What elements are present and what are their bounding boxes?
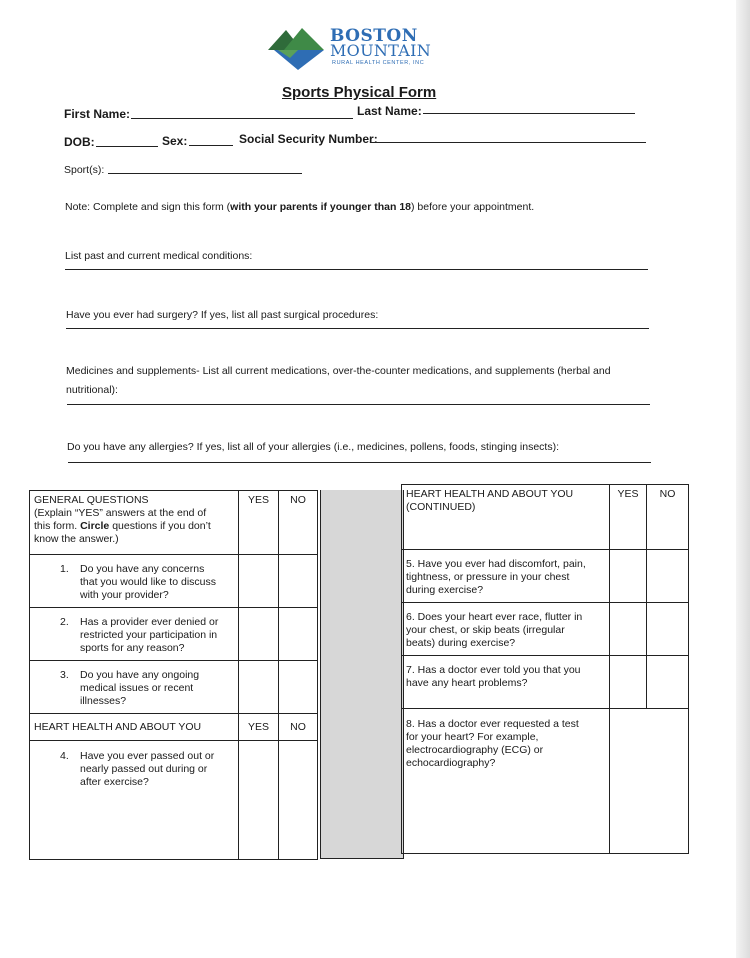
sex-label: Sex:	[162, 134, 188, 148]
ssn-field[interactable]	[370, 142, 646, 143]
surgery-field[interactable]	[66, 328, 649, 329]
q4-no-box[interactable]	[278, 740, 318, 860]
general-header-line-1: GENERAL QUESTIONS	[34, 494, 149, 506]
note-bold: with your parents if younger than 18	[230, 201, 412, 213]
q7-no-box[interactable]	[646, 655, 689, 709]
q5-line: tightness, or pressure in your chest	[406, 571, 570, 583]
q8-line: for your heart? For example,	[406, 731, 539, 743]
q7-line: have any heart problems?	[406, 677, 528, 689]
q2-line: Has a provider ever denied or	[80, 616, 219, 628]
gh3-bold: Circle	[80, 520, 110, 532]
q3-line: Do you have any ongoing	[80, 669, 200, 681]
conditions-field[interactable]	[65, 269, 648, 270]
right-yes-header: YES	[609, 484, 647, 550]
first-name-label: First Name:	[64, 107, 131, 121]
question-text	[80, 616, 230, 655]
q2-no-box[interactable]	[278, 607, 318, 661]
question-text	[80, 669, 230, 708]
general-questions-header	[29, 490, 239, 555]
heart-health-header: HEART HEALTH AND ABOUT YOU	[29, 713, 239, 741]
note-post: ) before your appointment.	[411, 201, 535, 213]
allergies-field[interactable]	[68, 462, 651, 463]
q6-line: your chest, or skip beats (irregular	[406, 624, 565, 636]
q8-answer-box[interactable]	[609, 708, 689, 854]
right-header-line-1: HEART HEALTH AND ABOUT YOU	[406, 488, 574, 500]
gh3-pre: this form.	[34, 520, 81, 532]
q1-yes-box[interactable]	[238, 554, 279, 608]
gh3-post: questions if you don’t	[109, 520, 211, 532]
medicines-prompt-line-1: Medicines and supplements- List all current medications, over-the-counter medications, and supplements (herbal and	[66, 365, 611, 377]
q5-yes-box[interactable]	[609, 549, 647, 603]
question-row-5	[401, 549, 610, 603]
heart-no-header: NO	[278, 713, 318, 741]
heart-continued-header	[401, 484, 610, 550]
q6-no-box[interactable]	[646, 602, 689, 656]
last-name-label: Last Name:	[357, 104, 422, 118]
q1-line: that you would like to discuss	[80, 576, 216, 588]
q1-line: Do you have any concerns	[80, 563, 205, 575]
question-row-8	[401, 708, 610, 854]
q4-line: Have you ever passed out or	[80, 750, 215, 762]
question-number: 2.	[60, 616, 69, 628]
question-row-1	[29, 554, 239, 608]
dob-field[interactable]	[96, 146, 158, 147]
surgery-prompt: Have you ever had surgery? If yes, list all past surgical procedures:	[66, 309, 379, 321]
general-no-header: NO	[278, 490, 318, 555]
general-yes-header: YES	[238, 490, 279, 555]
allergies-prompt: Do you have any allergies? If yes, list all of your allergies (i.e., medicines, pollens, foods, stinging insects):	[67, 441, 559, 453]
questions-table	[29, 482, 689, 860]
q8-line: echocardiography?	[406, 757, 496, 769]
sex-field[interactable]	[189, 145, 233, 146]
question-row-6	[401, 602, 610, 656]
logo-line-3: RURAL HEALTH CENTER, INC	[332, 60, 425, 66]
q8-line: electrocardiography (ECG) or	[406, 744, 544, 756]
q2-line: restricted your participation in	[80, 629, 218, 641]
dob-label: DOB:	[64, 135, 95, 149]
logo-line-2: MOUNTAIN	[330, 41, 432, 60]
first-name-field[interactable]	[131, 118, 353, 119]
q5-line: 5. Have you ever had discomfort, pain,	[406, 558, 586, 570]
question-row-2	[29, 607, 239, 661]
sports-label: Sport(s):	[64, 164, 105, 176]
q1-no-box[interactable]	[278, 554, 318, 608]
q5-no-box[interactable]	[646, 549, 689, 603]
medicines-field[interactable]	[67, 404, 650, 405]
note-pre: Note: Complete and sign this form (	[65, 201, 231, 213]
note-text	[65, 201, 534, 213]
q1-line: with your provider?	[80, 589, 169, 601]
question-row-4	[29, 740, 239, 860]
q7-yes-box[interactable]	[609, 655, 647, 709]
right-header-line-2: (CONTINUED)	[406, 501, 476, 513]
question-number: 3.	[60, 669, 69, 681]
heart-yes-header: YES	[238, 713, 279, 741]
ssn-label: Social Security Number:	[239, 132, 378, 146]
page-edge	[736, 0, 750, 958]
question-row-3	[29, 660, 239, 714]
q4-line: nearly passed out during or	[80, 763, 208, 775]
general-header-line-3	[34, 520, 234, 533]
q3-yes-box[interactable]	[238, 660, 279, 714]
mountain-logo-icon	[268, 26, 328, 72]
q2-yes-box[interactable]	[238, 607, 279, 661]
q4-line: after exercise?	[80, 776, 149, 788]
medicines-prompt-line-2: nutritional):	[66, 384, 118, 396]
last-name-field[interactable]	[423, 113, 635, 114]
q8-line: 8. Has a doctor ever requested a test	[406, 718, 579, 730]
q3-no-box[interactable]	[278, 660, 318, 714]
question-number: 4.	[60, 750, 69, 762]
general-header-line-4: know the answer.)	[34, 533, 119, 545]
right-no-header: NO	[646, 484, 689, 550]
logo	[268, 26, 458, 72]
q6-line: beats) during exercise?	[406, 637, 516, 649]
q3-line: illnesses?	[80, 695, 127, 707]
q4-yes-box[interactable]	[238, 740, 279, 860]
question-text	[80, 563, 230, 602]
sports-field[interactable]	[108, 173, 302, 174]
q7-line: 7. Has a doctor ever told you that you	[406, 664, 581, 676]
question-text	[80, 750, 230, 789]
question-number: 1.	[60, 563, 69, 575]
q3-line: medical issues or recent	[80, 682, 194, 694]
q5-line: during exercise?	[406, 584, 484, 596]
table-divider	[320, 490, 404, 859]
q6-yes-box[interactable]	[609, 602, 647, 656]
q6-line: 6. Does your heart ever race, flutter in	[406, 611, 583, 623]
general-header-line-2: (Explain “YES” answers at the end of	[34, 507, 207, 519]
form-title: Sports Physical Form	[282, 84, 437, 101]
question-row-7	[401, 655, 610, 709]
conditions-prompt: List past and current medical conditions:	[65, 250, 253, 262]
logo-line-1: BOSTON	[330, 26, 418, 46]
q2-line: sports for any reason?	[80, 642, 185, 654]
